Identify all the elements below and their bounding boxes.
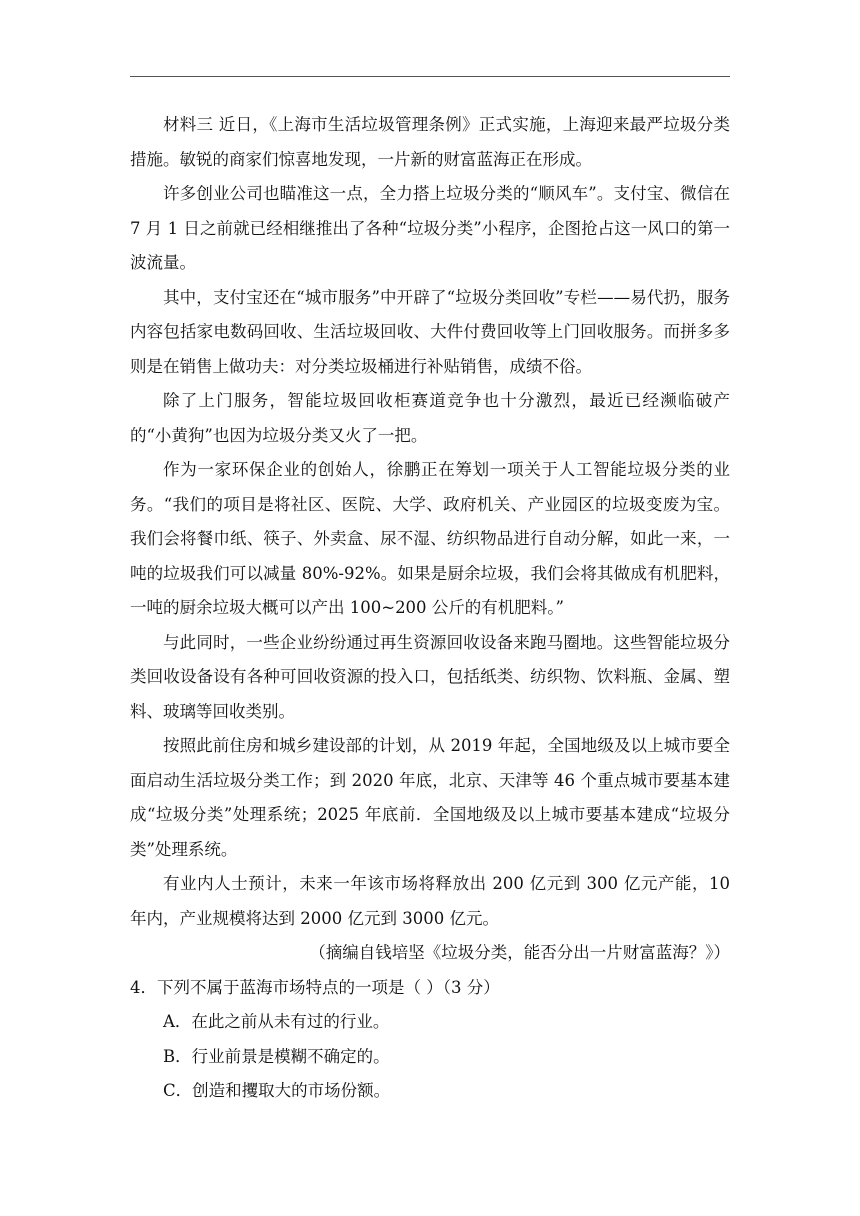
- paragraph-7: 按照此前住房和城乡建设部的计划，从 2019 年起，全国地级及以上城市要全面启动生活垃圾分类工作；到 2020 年底，北京、天津等 46 个重点城市要基本建成“垃圾分类”处理系统；2025 年底前．全国地级及以上城市要基本建成“垃圾分类”处理系统。: [130, 736, 730, 859]
- source-citation: （摘编自钱培坚《垃圾分类，能否分出一片财富蓝海？》）: [309, 943, 730, 962]
- option-c: C．创造和攫取大的市场份额。: [163, 1081, 391, 1100]
- paragraph-3: 其中，支付宝还在“城市服务”中开辟了“垃圾分类回收”专栏——易代扔，服务内容包括家电数码回收、生活垃圾回收、大件付费回收等上门回收服务。而拼多多则是在销售上做功夫：对分类垃圾桶进行补贴销售，成绩不俗。: [130, 287, 730, 376]
- paragraph-4: 除了上门服务，智能垃圾回收柜赛道竞争也十分激烈，最近已经濒临破产的“小黄狗”也因为垃圾分类又火了一把。: [130, 391, 730, 445]
- article-body: [130, 108, 730, 1109]
- paragraph-8: 有业内人士预计，未来一年该市场将释放出 200 亿元到 300 亿元产能，10 年内，产业规模将达到 2000 亿元到 3000 亿元。: [130, 874, 730, 928]
- paragraph-1: 材料三 近日，《上海市生活垃圾管理条例》正式实施，上海迎来最严垃圾分类措施。敏锐的商家们惊喜地发现，一片新的财富蓝海正在形成。: [130, 115, 730, 169]
- paragraph-5: 作为一家环保企业的创始人，徐鹏正在筹划一项关于人工智能垃圾分类的业务。“我们的项目是将社区、医院、大学、政府机关、产业园区的垃圾变废为宝。我们会将餐巾纸、筷子、外卖盒、尿不湿、纺织物品进行自动分解，如此一来，一吨的垃圾我们可以减量 80%-92%。如果是厨余垃圾，我们会将其做成有机肥料，一吨的厨余垃圾大概可以产出 100~200 公斤的有机肥料。”: [130, 460, 730, 617]
- paragraph-2: 许多创业公司也瞄准这一点，全力搭上垃圾分类的“顺风车”。支付宝、微信在 7 月 1 日之前就已经相继推出了各种“垃圾分类”小程序，企图抢占这一风口的第一波流量。: [130, 184, 730, 272]
- header-rule: [130, 76, 730, 77]
- question-stem: 4．下列不属于蓝海市场特点的一项是（ ）（3 分）: [130, 977, 500, 997]
- paragraph-6: 与此同时，一些企业纷纷通过再生资源回收设备来跑马圈地。这些智能垃圾分类回收设备设有各种可回收资源的投入口，包括纸类、纺织物、饮料瓶、金属、塑料、玻璃等回收类别。: [130, 632, 730, 721]
- option-b: B．行业前景是模糊不确定的。: [163, 1046, 390, 1066]
- option-a: A．在此之前从未有过的行业。: [163, 1012, 390, 1031]
